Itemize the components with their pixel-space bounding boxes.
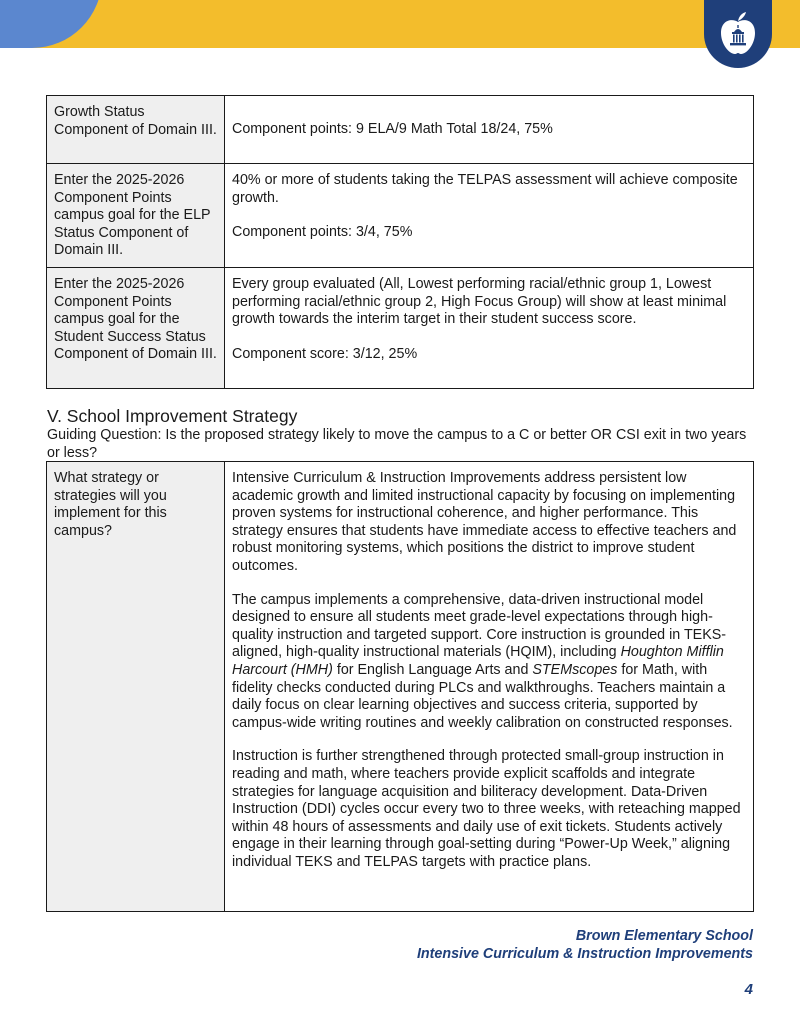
guiding-question: Guiding Question: Is the proposed strategy likely to move the campus to a C or better OR CSI exit in two years or less? — [47, 427, 747, 461]
page-number: 4 — [744, 981, 753, 998]
strategy-table — [46, 461, 754, 912]
strategy-question: What strategy or strategies will you implement for this campus? — [54, 470, 167, 539]
row-label-cell — [47, 96, 225, 164]
table-row — [47, 164, 754, 268]
table-row — [47, 267, 754, 388]
footer-strategy-name: Intensive Curriculum & Instruction Improvements — [416, 946, 753, 962]
row-value — [225, 164, 753, 249]
row-label: Enter the 2025-2026 Component Points campus goal for the Student Success Status Component of Domain III. — [54, 275, 217, 363]
paragraph-text: The campus implements a comprehensive, data-driven instructional model designed to ensure all students meet grade-level expectations through high-quality instruction and targeted support. Core instruction is grounded in TEKS-aligned, high-quality instructional materials (HQIM), including — [232, 591, 727, 661]
strategy-paragraph-1: Intensive Curriculum & Instruction Improvements address persistent low academic growth and limited instructional capacity by focusing on implementing proven systems for instructional coherence, and higher performance. This strategy ensures that students have immediate access to effective teachers and robust monitoring systems, which positions the district to improve student outcomes. — [232, 470, 737, 574]
row-value-cell — [225, 164, 754, 268]
component-points-text: Component points: 3/4, 75% — [232, 224, 413, 241]
row-label: Growth Status Component of Domain III. — [54, 104, 217, 138]
strategy-paragraph-2 — [232, 592, 747, 733]
row-label-cell — [47, 462, 225, 912]
header-band — [0, 0, 800, 48]
paragraph-text: for English Language Arts and — [332, 661, 533, 678]
strategy-description — [225, 462, 753, 878]
row-value — [225, 268, 753, 370]
table-row — [47, 96, 754, 164]
component-score-text: Component score: 3/12, 25% — [232, 345, 418, 362]
goal-text: 40% or more of students taking the TELPAS assessment will achieve composite growth. — [232, 172, 738, 206]
row-value — [225, 96, 753, 163]
domain-iii-goals-table — [46, 95, 754, 389]
row-value-cell — [225, 96, 754, 164]
district-logo — [704, 0, 772, 68]
goal-text: Every group evaluated (All, Lowest performing racial/ethnic group 1, Lowest performing racial/ethnic group 2, High Focus Group) will show at least minimal growth towards the interim target in their student success score. — [232, 275, 727, 328]
row-value-cell — [225, 267, 754, 388]
row-label-cell — [47, 267, 225, 388]
table-row — [47, 462, 754, 912]
row-label-cell — [47, 164, 225, 268]
apple-capitol-icon — [718, 8, 758, 60]
component-points-text: Component points: 9 ELA/9 Math Total 18/24, 75% — [232, 121, 553, 138]
paragraph-text: for Math, with fidelity checks conducted during PLCs and walkthroughs. Teachers maintain a daily focus on clear learning objectives and success criteria, supported by campus-wide writing routines and weekly calibration on constructed responses. — [232, 661, 733, 731]
curriculum-name-math: STEMscopes — [532, 661, 618, 678]
strategy-paragraph-3: Instruction is further strengthened through protected small-group instruction in reading and math, where teachers provide explicit scaffolds and integrate strategies for language acquisition and biliteracy development. Data-Driven Instruction (DDI) cycles occur every two to three weeks, with reteaching mapped within 48 hours of assessments and daily use of exit tickets. Students actively engage in their learning through goal-setting during “Power-Up Week,” aligning individual TEKS and TELPAS targets with practice plans. — [232, 748, 741, 870]
section-title: V. School Improvement Strategy — [47, 406, 298, 426]
curriculum-name-ela: Houghton Mifflin Harcourt (HMH) — [232, 644, 724, 678]
row-value-cell — [225, 462, 754, 912]
row-label: Enter the 2025-2026 Component Points campus goal for the ELP Status Component of Domain III. — [54, 172, 211, 259]
footer-school-name: Brown Elementary School — [575, 928, 753, 944]
